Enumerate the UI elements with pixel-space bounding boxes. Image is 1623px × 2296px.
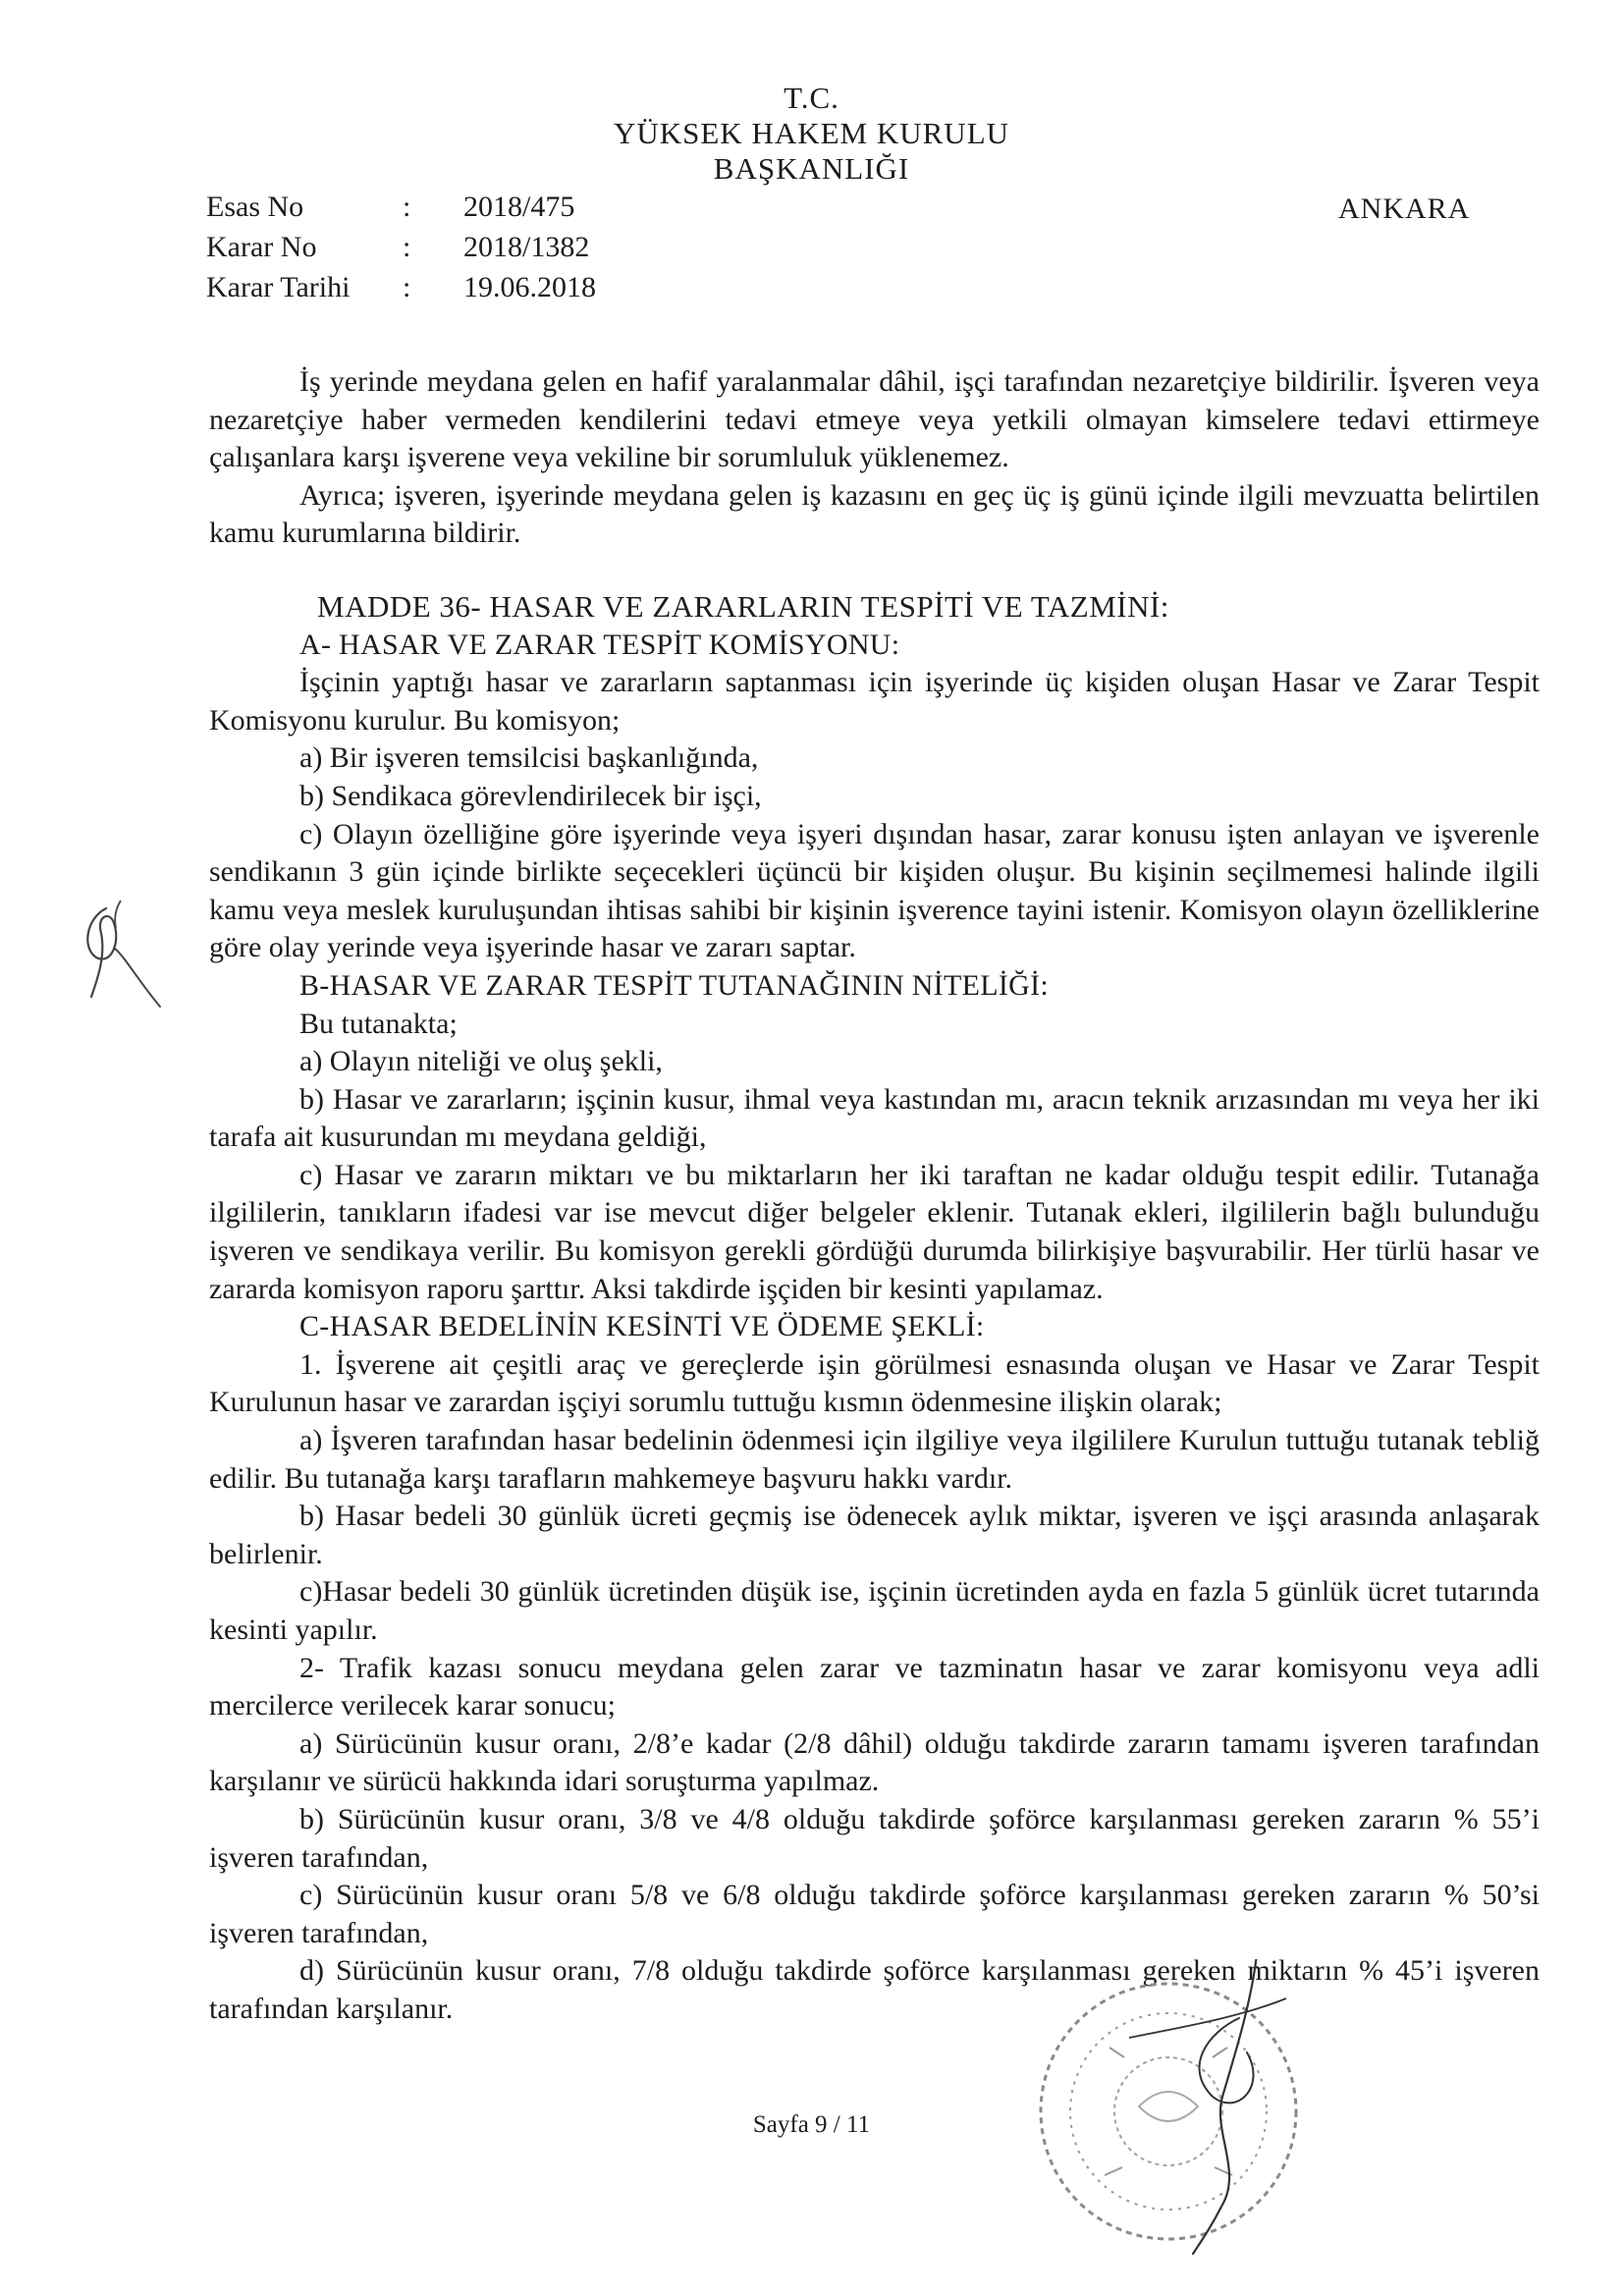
karar-row (206, 227, 596, 267)
paragraph: İş yerinde meydana gelen en hafif yaralanmalar dâhil, işçi tarafından nezaretçiye bildirilir. İşveren veya nezaretçiye haber vermeden kendilerini tedavi etmeye veya yetkili olmayan kimselere tedavi ettirmeye çalışanlara karşı işverene veya vekiline bir sorumluluk yüklenemez. (209, 365, 1540, 474)
list-item: b) Sürücünün kusur oranı, 3/8 ve 4/8 olduğu takdirde şoförce karşılanması gereken zararın % 55’i işveren tarafından, (209, 1802, 1540, 1874)
paragraph: Ayrıca; işveren, işyerinde meydana gelen iş kazasını en geç üç iş günü içinde ilgili mevzuatta belirtilen kamu kurumlarına bildirir. (209, 478, 1540, 550)
section-heading-b: B-HASAR VE ZARAR TESPİT TUTANAĞININ NİTELİĞİ: (299, 968, 1050, 1002)
tarih-row (206, 267, 596, 307)
separator: : (403, 271, 411, 303)
separator: : (403, 191, 411, 223)
page-number: Sayfa 9 / 11 (752, 2111, 871, 2138)
list-item: 2- Trafik kazası sonucu meydana gelen zarar ve tazminatın hasar ve zarar komisyonu veya adli mercilerce verilecek karar sonucu; (209, 1651, 1540, 1722)
separator: : (403, 231, 411, 263)
header-org-line2: BAŞKANLIĞI (713, 151, 910, 186)
tarih-label: Karar Tarihi (206, 271, 351, 303)
paragraph: İşçinin yaptığı hasar ve zararların saptanması için işyerinde üç kişiden oluşan Hasar ve Zarar Tespit Komisyonu kurulur. Bu komisyon; (209, 666, 1540, 737)
esas-value: 2018/475 (463, 191, 575, 223)
list-item: b) Hasar bedeli 30 günlük ücreti geçmiş ise ödenecek aylık miktar, işveren ve işçi arasında anlaşarak belirlenir. (209, 1500, 1540, 1570)
tarih-value: 19.06.2018 (463, 271, 596, 303)
case-metadata (206, 187, 596, 307)
list-item: a) İşveren tarafından hasar bedelinin ödenmesi için ilgiliye veya ilgililere Kurulun tuttuğu tutanak tebliğ edilir. Bu tutanağa karşı tarafların mahkemeye başvuru hakkı vardır. (209, 1424, 1540, 1495)
list-item: c) Olayın özelliğine göre işyerinde veya işyeri dışından hasar, zarar konusu işten anlayan ve işverenle sendikanın 3 gün içinde birlikte seçecekleri üçüncü bir kişiden oluşur. Bu kişinin seçilmemesi halinde ilgili kamu veya meslek kuruluşundan ihtisas sahibi bir kişinin işverence tayini istenir. Komisyon olayın özelliklerine göre olay yerinde veya işyerinde hasar ve zararı saptar. (209, 817, 1540, 964)
list-item: c)Hasar bedeli 30 günlük ücretinden düşük ise, işçinin ücretinden ayda en fazla 5 günlük ücret tutarında kesinti yapılır. (209, 1575, 1540, 1646)
article-heading: MADDE 36- HASAR VE ZARARLARIN TESPİTİ VE TAZMİNİ: (317, 588, 1169, 624)
list-item: a) Olayın niteliği ve oluş şekli, (299, 1045, 663, 1078)
esas-label: Esas No (206, 191, 304, 223)
list-item: a) Bir işveren temsilcisi başkanlığında, (299, 741, 759, 775)
section-heading-c: C-HASAR BEDELİNİN KESİNTİ VE ÖDEME ŞEKLİ: (299, 1310, 985, 1343)
list-item: c) Hasar ve zararın miktarı ve bu miktarların her iki taraftan ne kadar olduğu tespit edilir. Tutanağa ilgililerin, tanıkların ifadesi var ise mevcut diğer belgeler eklenir. Tutanak ekleri, ilgililerin bağlı bulunduğu işveren ve sendikaya verilir. Bu komisyon gerekli gördüğü durumda bilirkişiye başvurabilir. Her türlü hasar ve zararda komisyon raporu şarttır. Aksi takdirde işçiden bir kesinti yapılamaz. (209, 1158, 1540, 1305)
list-item: 1. İşverene ait çeşitli araç ve gereçlerde işin görülmesi esnasında oluşan ve Hasar ve Zarar Tespit Kurulunun hasar ve zarardan işçiyi sorumlu tuttuğu kısmın ödenmesine ilişkin olarak; (209, 1347, 1540, 1419)
list-item: a) Sürücünün kusur oranı, 2/8’e kadar (2/8 dâhil) olduğu takdirde zararın tamamı işveren tarafından karşılanır ve sürücü hakkında idari soruşturma yapılmaz. (209, 1726, 1540, 1798)
handwritten-initial (67, 889, 175, 1016)
header-city: ANKARA (1338, 192, 1471, 225)
list-item: c) Sürücünün kusur oranı 5/8 ve 6/8 olduğu takdirde şoförce karşılanması gereken zararın % 50’si işveren tarafından, (209, 1879, 1540, 1949)
karar-value: 2018/1382 (463, 231, 590, 263)
header-org-line1: YÜKSEK HAKEM KURULU (613, 116, 1010, 150)
list-item: b) Sendikaca görevlendirilecek bir işçi, (299, 779, 762, 812)
karar-label: Karar No (206, 231, 317, 263)
header-country: T.C. (784, 81, 839, 115)
esas-row (206, 187, 596, 227)
paragraph: Bu tutanakta; (299, 1007, 458, 1040)
document-body (209, 363, 1540, 2029)
list-item: b) Hasar ve zararların; işçinin kusur, ihmal veya kastından mı, aracın teknik arızasından mı veya her iki tarafa ait kusurundan mı meydana geldiği, (209, 1082, 1540, 1154)
list-item: d) Sürücünün kusur oranı, 7/8 olduğu takdirde şoförce karşılanması gereken miktarın % 45’i işveren tarafından karşılanır. (209, 1954, 1540, 2025)
section-heading-a: A- HASAR VE ZARAR TESPİT KOMİSYONU: (299, 628, 900, 661)
